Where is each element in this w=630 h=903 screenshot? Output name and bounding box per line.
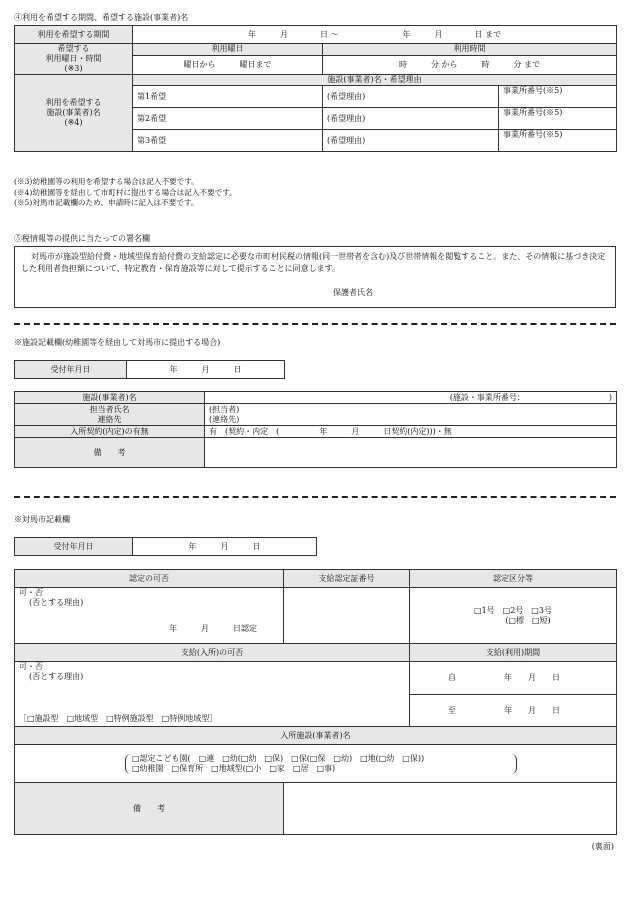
days-label: 希望する 利用曜日・時間 (※3) [15,44,133,75]
city-section-title: ※対馬市記載欄 [14,515,70,524]
section5-title: ⑤税情報等の提供に当たっての署名欄 [14,234,150,243]
facility-received-table [14,360,285,379]
wish-2-reason[interactable]: (希望理由) [323,108,499,130]
section4-notes [14,177,237,209]
cert-header: 支給認定証番号 [284,570,410,588]
contract-field[interactable]: 有 (契約・内定 ( 年 月 日契約(内定)))・無 [205,426,617,438]
time-field[interactable]: 時 分 から 時 分 まで [323,55,617,74]
facility-name-header: 入所施設(事業者)名 [15,727,617,745]
city-received-field[interactable]: 年 月 日 [133,538,317,556]
wish-1-reason[interactable]: (希望理由) [323,86,499,108]
section4-title: ④利用を希望する期間、希望する施設(事業者)名 [14,13,189,22]
note-5: (※5)対馬市記載欄のため、申請時に記入は不要です。 [14,198,199,207]
wish-3-name[interactable]: 第3希望 [133,130,323,152]
page-side-note: (裏面) [591,842,614,851]
note-3: (※3)幼稚園等の利用を希望する場合は記入不要です。 [14,177,199,186]
city-table [14,569,617,835]
contract-label: 入所契約(内定)の有無 [15,426,205,438]
facility-received-label: 受付年月日 [15,361,127,379]
cert-number-field[interactable] [284,588,410,644]
facility-label: 利用を希望する 施設(事業者)名 (※4) [15,75,133,152]
staff-label: 担当者氏名 連絡先 [15,404,205,426]
note-4: (※4)幼稚園等を経由して市町村に提出する場合は記入不要です。 [14,187,237,197]
section4-table [14,25,617,152]
period-label: 利用を希望する期間 [15,26,133,44]
facility-info-table [14,391,617,468]
facility-name-field[interactable]: (施設・事業所番号： ) [205,392,617,404]
city-remarks-field[interactable] [284,783,617,835]
city-received-table [14,537,317,556]
days-header: 利用曜日 [133,44,323,56]
wish-2-office-no: 事業所番号(※5) [499,108,617,130]
payment-field[interactable]: 可・否 (否とする理由) ［□施設型 □地域型 □特例施設型 □特例地域型］ [15,662,410,727]
payment-header: 支給(入所)の可否 [15,644,410,662]
wish-3-office-no: 事業所番号(※5) [499,130,617,152]
approval-field[interactable]: 可・否 (否とする理由) 年 月 日認定 [15,588,284,644]
facility-remarks-field[interactable] [205,438,617,468]
days-field[interactable]: 曜日から 曜日まで [133,55,323,74]
facility-remarks-label: 備 考 [15,438,205,468]
guardian-name-label: 保護者氏名 [333,288,373,297]
consent-text: 対馬市が施設型給付費・地域型保育給付費の支給認定に必要な市町村民税の情報(同一世帯者を含む)及び世帯情報を閲覧すること。また、その情報に基づき決定した利用者負担額について、特定教育・保育施設等に対して提示することに同意します。 [21,252,606,273]
cut-line-2 [14,496,616,498]
wish-1-office-no: 事業所番号(※5) [499,86,617,108]
city-remarks-label: 備 考 [15,783,284,835]
consent-box [14,246,616,308]
period-field[interactable]: 年 月 日 ～ 年 月 日 まで [133,26,617,44]
facility-name-label: 施設(事業者)名 [15,392,205,404]
facility-received-field[interactable]: 年 月 日 [127,361,285,379]
wish-1-name[interactable]: 第1希望 [133,86,323,108]
approval-date: 年 月 日認定 [169,624,257,633]
staff-field[interactable]: (担当者) (連絡先) [205,404,617,426]
facility-header: 施設(事業者)名・希望理由 [133,75,617,86]
facility-section-title: ※施設記載欄(幼稚園等を経由して対馬市に提出する場合) [14,338,221,347]
period-to-field[interactable]: 至 年 月 日 [410,695,617,727]
time-header: 利用時間 [323,44,617,56]
wish-2-name[interactable]: 第2希望 [133,108,323,130]
category-field[interactable]: □1号 □2号 □3号 (□標 □短) [410,588,617,644]
approval-header: 認定の可否 [15,570,284,588]
period-header: 支給(利用)期間 [410,644,617,662]
facility-types-field[interactable]: □認定こども園( □連 □幼(□幼 □保) □保(□保 □幼) □地(□幼 □保)) □幼稚園 □保育所 □地域型(□小 □家 □居 □事) [15,745,617,783]
payment-types: ［□施設型 □地域型 □特例施設型 □特例地域型］ [19,714,218,723]
wish-3-reason[interactable]: (希望理由) [323,130,499,152]
period-from-field[interactable]: 自 年 月 日 [410,662,617,695]
cut-line-1 [14,323,616,325]
category-header: 認定区分等 [410,570,617,588]
city-received-label: 受付年月日 [15,538,133,556]
